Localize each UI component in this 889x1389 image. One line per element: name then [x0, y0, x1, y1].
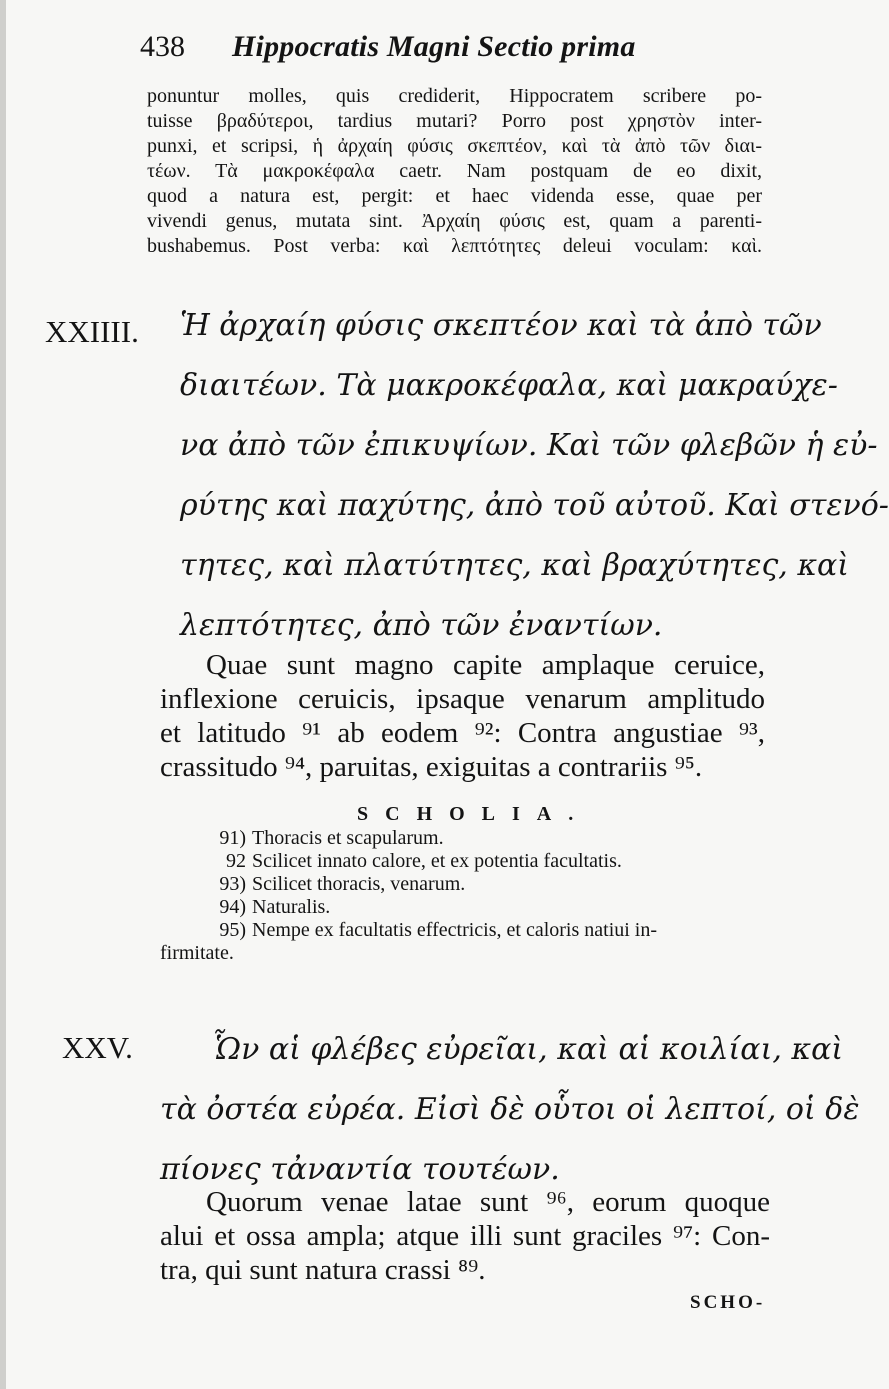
greek-aphorism — [180, 296, 889, 656]
latin-line: alui et ossa ampla; atque illi sunt graciles ⁹⁷: Con- — [160, 1220, 770, 1252]
greek-line: λεπτότητες, ἀπὸ τῶν ἐναντίων. — [180, 608, 663, 643]
scholion-continuation: firmitate. — [160, 942, 234, 964]
notes-line: τέων. Τὰ μακροκέφαλα caetr. Nam postquam de eo dixit, — [147, 160, 762, 182]
scholion-text: Thoracis et scapularum. — [252, 827, 444, 849]
greek-line: Ἡ ἀρχαίη φύσις σκεπτέον καὶ τὰ ἀπὸ τῶν — [180, 308, 822, 343]
scholion-number: 92 — [226, 850, 246, 872]
latin-line: et latitudo ⁹¹ ab eodem ⁹²: Contra angustiae ⁹³, — [160, 717, 765, 749]
notes-line: bushabemus. Post verba: καὶ λεπτότητες deleui voculam: καὶ. — [147, 235, 762, 257]
section-number: XXV. — [62, 1030, 133, 1065]
scholion-number: 95) — [219, 919, 246, 941]
catchword: SCHO- — [690, 1292, 766, 1313]
greek-line: Ὧν αἱ φλέβες εὐρεῖαι, καὶ αἱ κοιλίαι, καὶ — [212, 1032, 844, 1067]
scholion — [160, 919, 765, 942]
section-number: XXIIII. — [45, 314, 139, 349]
previous-notes-block — [147, 84, 762, 259]
greek-aphorism — [160, 1020, 860, 1200]
scholion-text: Scilicet innato calore, et ex potentia facultatis. — [252, 850, 622, 872]
latin-line: Quae sunt magno capite amplaque ceruice, — [206, 649, 765, 681]
scholion — [160, 850, 765, 873]
scholion-text: Nempe ex facultatis effectricis, et caloris natiui in- — [252, 919, 658, 941]
scholion-number: 93) — [219, 873, 246, 895]
greek-line: ρύτης καὶ παχύτης, ἀπὸ τοῦ αὐτοῦ. Καὶ στενό- — [180, 488, 889, 523]
scholia-heading: SCHOLIA. — [357, 803, 591, 825]
page-edge — [0, 0, 6, 1389]
scholion-number: 94) — [219, 896, 246, 918]
notes-line: tuisse βραδύτεροι, tardius mutari? Porro post χρηστὸν inter- — [147, 110, 762, 132]
notes-line: quod a natura est, pergit: et haec videnda esse, quae per — [147, 185, 762, 207]
scholion-text: Naturalis. — [252, 896, 331, 918]
scholion — [160, 873, 765, 896]
scholion-text: Scilicet thoracis, venarum. — [252, 873, 466, 895]
greek-line: τὰ ὀστέα εὐρέα. Εἰσὶ δὲ οὗτοι οἱ λεπτοί, οἱ δὲ — [160, 1092, 860, 1127]
latin-translation — [160, 1185, 770, 1287]
notes-line: punxi, et scripsi, ἡ ἀρχαίη φύσις σκεπτέον, καὶ τὰ ἀπὸ τῶν διαι- — [147, 135, 762, 157]
scholion-number: 91) — [219, 827, 246, 849]
running-title: Hippocratis Magni Sectio prima — [232, 30, 636, 63]
scholion — [160, 827, 765, 850]
latin-line: tra, qui sunt natura crassi ⁸⁹. — [160, 1254, 486, 1286]
greek-line: να ἀπὸ τῶν ἐπικυψίων. Καὶ τῶν φλεβῶν ἡ εὐ- — [180, 428, 878, 463]
notes-line: ponuntur molles, quis crediderit, Hippocratem scribere po- — [147, 85, 762, 107]
page-number: 438 — [140, 30, 185, 63]
scholia-list — [160, 827, 765, 965]
greek-line: διαιτέων. Τὰ μακροκέφαλα, καὶ μακραύχε- — [180, 368, 838, 403]
greek-line: τητες, καὶ πλατύτητες, καὶ βραχύτητες, καὶ — [180, 548, 850, 583]
notes-line: vivendi genus, mutata sint. Ἀρχαίη φύσις est, quam a parenti- — [147, 210, 762, 232]
greek-line: πίονες τἀναντία τουτέων. — [160, 1152, 560, 1187]
page-header — [140, 30, 700, 74]
scholion — [160, 896, 765, 919]
latin-translation — [160, 648, 765, 784]
latin-line: crassitudo ⁹⁴, paruitas, exiguitas a contrariis ⁹⁵. — [160, 751, 703, 783]
latin-line: inflexione ceruicis, ipsaque venarum amplitudo — [160, 683, 765, 715]
latin-line: Quorum venae latae sunt ⁹⁶, eorum quoque — [206, 1186, 770, 1218]
